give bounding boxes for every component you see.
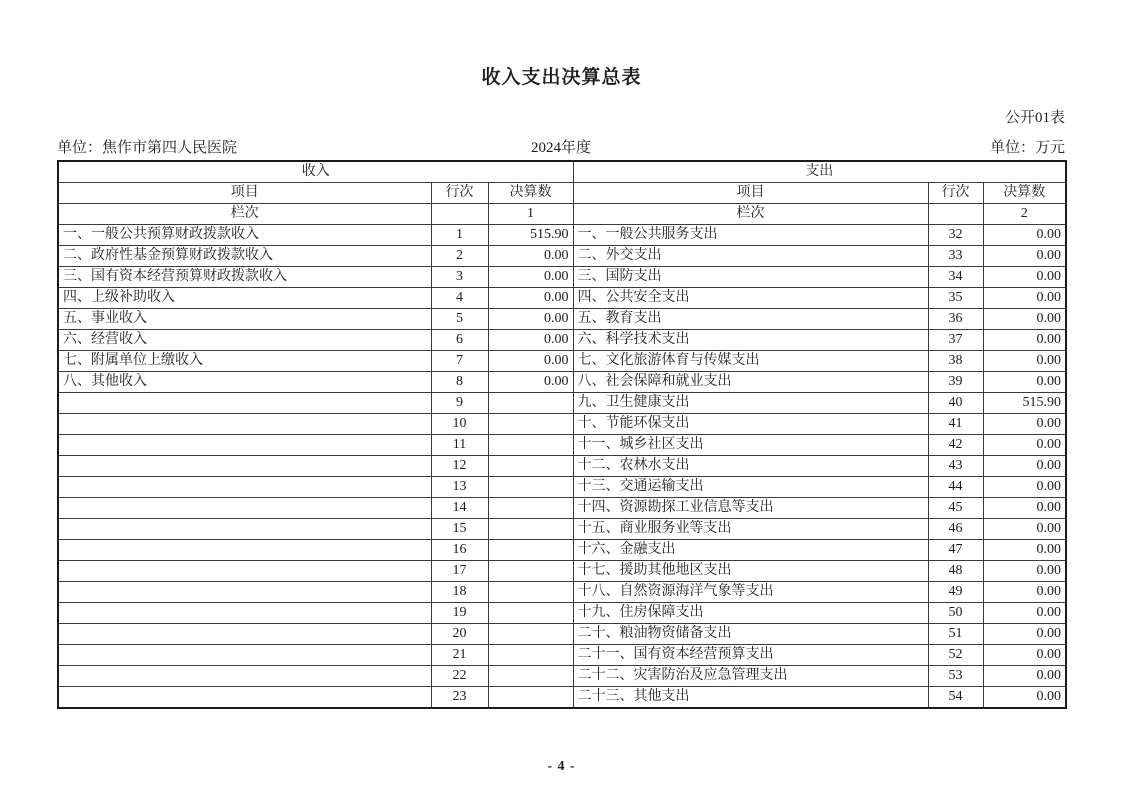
- income-amount-cell: [488, 666, 573, 687]
- income-amount-cell: 0.00: [488, 288, 573, 309]
- expense-line-cell: 39: [928, 372, 983, 393]
- expense-section-header: 支出: [573, 161, 1066, 183]
- reporting-unit-label: 单位：焦作市第四人民医院: [57, 140, 238, 156]
- expense-line-cell: 38: [928, 351, 983, 372]
- expense-line-cell: 33: [928, 246, 983, 267]
- income-line-cell: 20: [431, 624, 488, 645]
- expense-amount-cell: 0.00: [983, 267, 1066, 288]
- income-item-cell: 七、附属单位上缴收入: [58, 351, 431, 372]
- income-section-header: 收入: [58, 161, 573, 183]
- fiscal-year-label: 2024年度: [530, 140, 591, 156]
- income-item-cell: 三、国有资本经营预算财政拨款收入: [58, 267, 431, 288]
- expense-amount-cell: 0.00: [983, 309, 1066, 330]
- table-row: [58, 477, 1066, 498]
- column-index-row: [58, 204, 1066, 225]
- expense-item-col-header: 项目: [573, 183, 928, 204]
- income-amount-cell: [488, 519, 573, 540]
- table-row: [58, 561, 1066, 582]
- expense-item-cell: 二十三、其他支出: [573, 687, 928, 709]
- income-amount-cell: [488, 477, 573, 498]
- income-line-cell: 17: [431, 561, 488, 582]
- section-header-row: [58, 161, 1066, 183]
- expense-item-cell: 十、节能环保支出: [573, 414, 928, 435]
- income-line-cell: 18: [431, 582, 488, 603]
- expense-item-cell: 二十、粮油物资储备支出: [573, 624, 928, 645]
- expense-item-cell: 九、卫生健康支出: [573, 393, 928, 414]
- income-line-cell: 16: [431, 540, 488, 561]
- income-amount-cell: [488, 624, 573, 645]
- income-item-cell: 四、上级补助收入: [58, 288, 431, 309]
- table-row: [58, 414, 1066, 435]
- expense-line-cell: 44: [928, 477, 983, 498]
- table-row: [58, 393, 1066, 414]
- income-amount-cell: 0.00: [488, 372, 573, 393]
- expense-item-cell: 十八、自然资源海洋气象等支出: [573, 582, 928, 603]
- income-item-cell: 六、经营收入: [58, 330, 431, 351]
- table-row: [58, 582, 1066, 603]
- income-item-cell: [58, 477, 431, 498]
- expense-amount-cell: 0.00: [983, 687, 1066, 709]
- income-item-cell: 八、其他收入: [58, 372, 431, 393]
- expense-amount-cell: 0.00: [983, 477, 1066, 498]
- income-amount-cell: [488, 393, 573, 414]
- income-line-cell: 1: [431, 225, 488, 246]
- income-item-cell: [58, 666, 431, 687]
- expense-amount-cell: 0.00: [983, 456, 1066, 477]
- income-line-col-header: 行次: [431, 183, 488, 204]
- income-amount-cell: [488, 414, 573, 435]
- table-row: [58, 456, 1066, 477]
- expense-amount-cell: 0.00: [983, 666, 1066, 687]
- income-item-cell: [58, 498, 431, 519]
- expense-line-cell: 45: [928, 498, 983, 519]
- income-amount-cell: 0.00: [488, 351, 573, 372]
- expense-line-cell: 43: [928, 456, 983, 477]
- expense-line-cell: 37: [928, 330, 983, 351]
- income-line-cell: 5: [431, 309, 488, 330]
- table-row: [58, 435, 1066, 456]
- income-line-cell: 4: [431, 288, 488, 309]
- table-row: [58, 624, 1066, 645]
- income-amount-cell: [488, 582, 573, 603]
- income-amount-cell: [488, 687, 573, 709]
- income-item-cell: [58, 456, 431, 477]
- table-row: [58, 687, 1066, 709]
- expense-line-cell: 32: [928, 225, 983, 246]
- expense-amount-col-header: 决算数: [983, 183, 1066, 204]
- income-amount-cell: [488, 498, 573, 519]
- expense-index-number: 2: [983, 204, 1066, 225]
- income-amount-cell: [488, 561, 573, 582]
- expense-amount-cell: 0.00: [983, 645, 1066, 666]
- income-amount-cell: 0.00: [488, 309, 573, 330]
- expense-line-col-header: 行次: [928, 183, 983, 204]
- expense-line-cell: 50: [928, 603, 983, 624]
- income-line-cell: 23: [431, 687, 488, 709]
- income-item-cell: [58, 435, 431, 456]
- expense-amount-cell: 0.00: [983, 498, 1066, 519]
- expense-amount-cell: 0.00: [983, 372, 1066, 393]
- expense-item-cell: 十七、援助其他地区支出: [573, 561, 928, 582]
- expense-amount-cell: 0.00: [983, 435, 1066, 456]
- expense-amount-cell: 515.90: [983, 393, 1066, 414]
- expense-item-cell: 十三、交通运输支出: [573, 477, 928, 498]
- table-row: [58, 540, 1066, 561]
- income-line-cell: 21: [431, 645, 488, 666]
- page-title: 收入支出决算总表: [481, 67, 642, 88]
- expense-amount-cell: 0.00: [983, 225, 1066, 246]
- income-line-cell: 10: [431, 414, 488, 435]
- table-row: [58, 246, 1066, 267]
- income-line-cell: 6: [431, 330, 488, 351]
- income-line-cell: 13: [431, 477, 488, 498]
- income-line-cell: 19: [431, 603, 488, 624]
- table-row: [58, 666, 1066, 687]
- income-item-cell: [58, 561, 431, 582]
- income-item-cell: [58, 603, 431, 624]
- expense-index-label: 栏次: [573, 204, 928, 225]
- expense-item-cell: 三、国防支出: [573, 267, 928, 288]
- income-expense-table: [57, 160, 1067, 709]
- expense-item-cell: 十五、商业服务业等支出: [573, 519, 928, 540]
- income-line-cell: 9: [431, 393, 488, 414]
- income-amount-cell: [488, 603, 573, 624]
- income-line-cell: 14: [431, 498, 488, 519]
- expense-amount-cell: 0.00: [983, 582, 1066, 603]
- expense-line-cell: 54: [928, 687, 983, 709]
- income-item-cell: [58, 582, 431, 603]
- table-code-label: 公开01表: [1004, 110, 1065, 126]
- page-number: - 4 -: [547, 759, 576, 774]
- income-amount-cell: [488, 540, 573, 561]
- income-line-cell: 12: [431, 456, 488, 477]
- income-line-cell: 11: [431, 435, 488, 456]
- expense-item-cell: 十四、资源勘探工业信息等支出: [573, 498, 928, 519]
- expense-amount-cell: 0.00: [983, 246, 1066, 267]
- table-row: [58, 645, 1066, 666]
- expense-item-cell: 二十二、灾害防治及应急管理支出: [573, 666, 928, 687]
- income-item-cell: 五、事业收入: [58, 309, 431, 330]
- table-row: [58, 330, 1066, 351]
- income-amount-cell: [488, 435, 573, 456]
- expense-line-cell: 36: [928, 309, 983, 330]
- expense-amount-cell: 0.00: [983, 330, 1066, 351]
- expense-amount-cell: 0.00: [983, 561, 1066, 582]
- expense-item-cell: 一、一般公共服务支出: [573, 225, 928, 246]
- table-row: [58, 288, 1066, 309]
- expense-item-cell: 二、外交支出: [573, 246, 928, 267]
- income-amount-col-header: 决算数: [488, 183, 573, 204]
- income-item-cell: [58, 540, 431, 561]
- income-line-cell: 22: [431, 666, 488, 687]
- table-row: [58, 267, 1066, 288]
- table-row: [58, 603, 1066, 624]
- income-item-col-header: 项目: [58, 183, 431, 204]
- income-amount-cell: [488, 456, 573, 477]
- expense-amount-cell: 0.00: [983, 624, 1066, 645]
- table-row: [58, 351, 1066, 372]
- expense-amount-cell: 0.00: [983, 540, 1066, 561]
- expense-item-cell: 十二、农林水支出: [573, 456, 928, 477]
- expense-line-cell: 46: [928, 519, 983, 540]
- expense-amount-cell: 0.00: [983, 288, 1066, 309]
- table-body: [58, 225, 1066, 709]
- expense-line-cell: 53: [928, 666, 983, 687]
- expense-item-cell: 二十一、国有资本经营预算支出: [573, 645, 928, 666]
- expense-line-cell: 41: [928, 414, 983, 435]
- income-item-cell: [58, 519, 431, 540]
- column-header-row: [58, 183, 1066, 204]
- income-index-line-blank: [431, 204, 488, 225]
- income-amount-cell: 0.00: [488, 330, 573, 351]
- income-amount-cell: 0.00: [488, 267, 573, 288]
- income-line-cell: 7: [431, 351, 488, 372]
- expense-amount-cell: 0.00: [983, 351, 1066, 372]
- table-row: [58, 225, 1066, 246]
- expense-line-cell: 40: [928, 393, 983, 414]
- income-amount-cell: 515.90: [488, 225, 573, 246]
- expense-amount-cell: 0.00: [983, 414, 1066, 435]
- expense-item-cell: 十九、住房保障支出: [573, 603, 928, 624]
- expense-item-cell: 五、教育支出: [573, 309, 928, 330]
- income-line-cell: 8: [431, 372, 488, 393]
- table-row: [58, 372, 1066, 393]
- expense-line-cell: 42: [928, 435, 983, 456]
- income-item-cell: [58, 393, 431, 414]
- income-item-cell: 二、政府性基金预算财政拨款收入: [58, 246, 431, 267]
- income-item-cell: [58, 687, 431, 709]
- income-item-cell: 一、一般公共预算财政拨款收入: [58, 225, 431, 246]
- meta-row: [57, 139, 1065, 157]
- expense-item-cell: 六、科学技术支出: [573, 330, 928, 351]
- expense-index-line-blank: [928, 204, 983, 225]
- income-amount-cell: 0.00: [488, 246, 573, 267]
- expense-line-cell: 48: [928, 561, 983, 582]
- expense-amount-cell: 0.00: [983, 519, 1066, 540]
- expense-line-cell: 34: [928, 267, 983, 288]
- expense-item-cell: 十六、金融支出: [573, 540, 928, 561]
- expense-item-cell: 十一、城乡社区支出: [573, 435, 928, 456]
- income-line-cell: 3: [431, 267, 488, 288]
- expense-line-cell: 52: [928, 645, 983, 666]
- income-index-label: 栏次: [58, 204, 431, 225]
- expense-item-cell: 八、社会保障和就业支出: [573, 372, 928, 393]
- income-item-cell: [58, 624, 431, 645]
- income-amount-cell: [488, 645, 573, 666]
- income-index-number: 1: [488, 204, 573, 225]
- expense-item-cell: 七、文化旅游体育与传媒支出: [573, 351, 928, 372]
- expense-line-cell: 51: [928, 624, 983, 645]
- expense-line-cell: 47: [928, 540, 983, 561]
- income-item-cell: [58, 645, 431, 666]
- income-item-cell: [58, 414, 431, 435]
- table-row: [58, 309, 1066, 330]
- expense-amount-cell: 0.00: [983, 603, 1066, 624]
- expense-line-cell: 49: [928, 582, 983, 603]
- expense-item-cell: 四、公共安全支出: [573, 288, 928, 309]
- expense-line-cell: 35: [928, 288, 983, 309]
- currency-unit-label: 单位：万元: [989, 140, 1065, 156]
- income-line-cell: 15: [431, 519, 488, 540]
- table-row: [58, 498, 1066, 519]
- income-line-cell: 2: [431, 246, 488, 267]
- table-row: [58, 519, 1066, 540]
